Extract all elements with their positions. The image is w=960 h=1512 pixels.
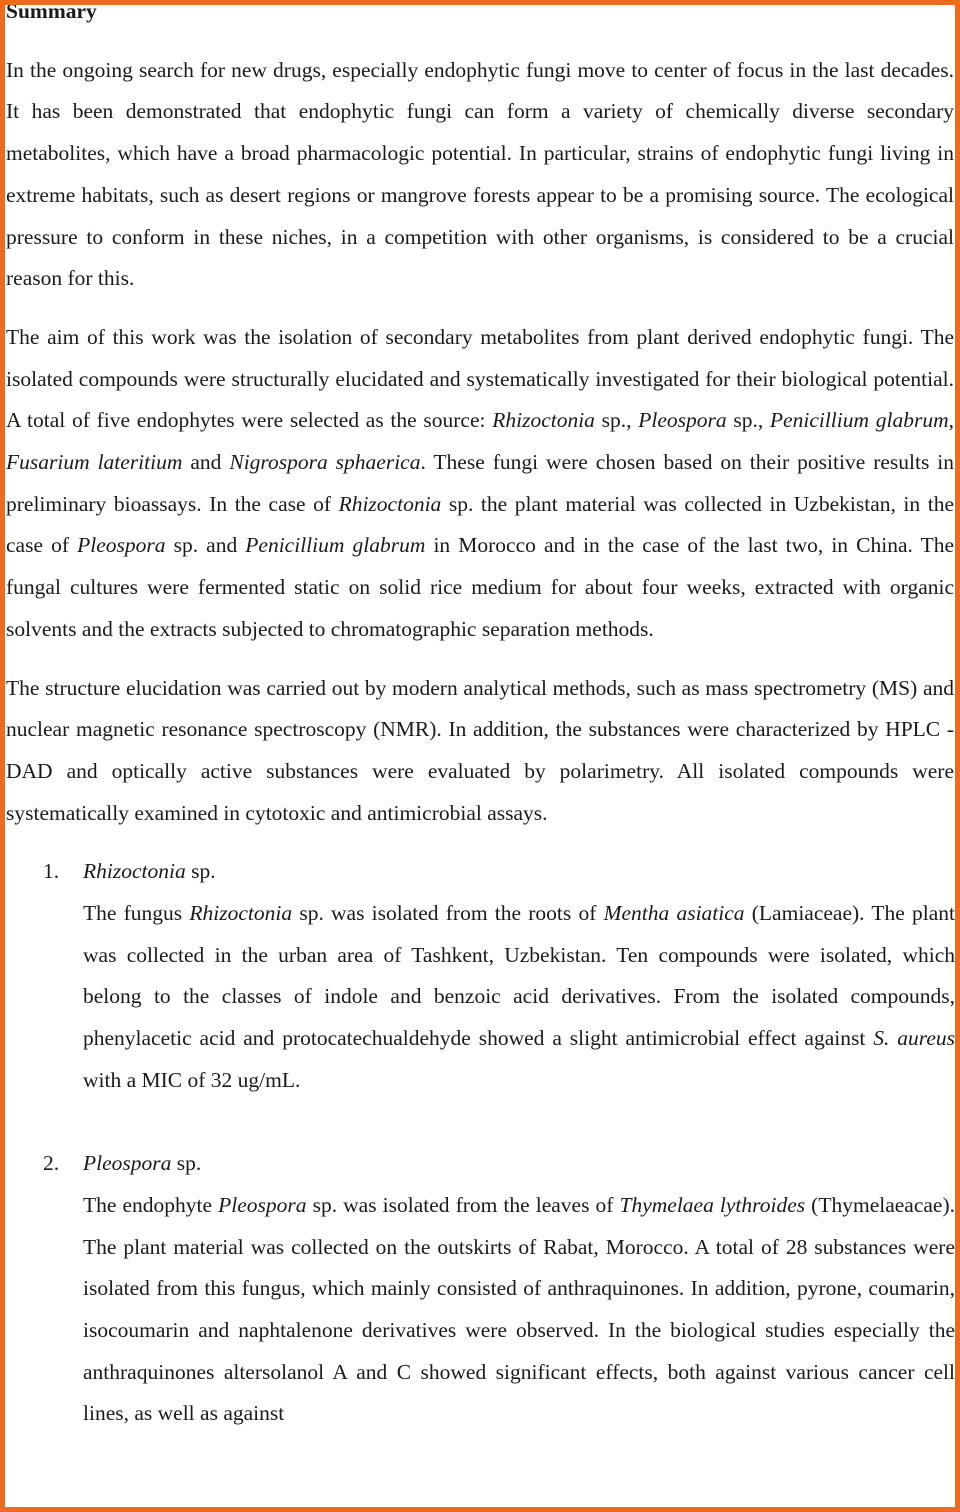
text-run: sp. the plant material was collected in Uzbekistan, in the case of	[6, 491, 954, 558]
text-run: sp. was isolated from the leaves of	[306, 1192, 620, 1217]
list-item-title	[83, 851, 955, 893]
text-run: sp.,	[594, 408, 639, 433]
text-run: (Thymelaeacae). The plant material was collected on the outskirts of Rabat, Morocco. A total of 28 substances were isolated from this fungus, which mainly consisted of anthraquinones. In addition, pyrone, coumarin, isocoumarin and naphtalenone derivatives were observed. In the biological studies especially the anthraquinones altersolanol A and C showed significant effects, both against various cancer cell lines, as well as against	[83, 1192, 955, 1426]
species-name: Rhizoctonia	[338, 491, 442, 516]
text-run: with a MIC of 32 ug/mL.	[83, 1067, 301, 1092]
list-item	[6, 851, 955, 1101]
species-name: Penicillium glabrum	[769, 408, 949, 433]
paragraph-methods: The structure elucidation was carried out by modern analytical methods, such as mass spectrometry (MS) and nuclear magnetic resonance spectroscopy (NMR). In addition, the substances were characterized by HPLC -DAD and optically active substances were evaluated by polarimetry. All isolated compounds were systematically examined in cytotoxic and antimicrobial assays.	[6, 675, 954, 825]
section-heading: Summary	[6, 0, 97, 23]
text-run: The endophyte	[83, 1192, 219, 1217]
list-item-title	[83, 1143, 955, 1185]
species-name: Nigrospora sphaerica	[229, 450, 421, 475]
paragraph-intro: In the ongoing search for new drugs, especially endophytic fungi move to center of focus in the last decades. It has been demonstrated that endophytic fungi can form a variety of chemically diverse secondary metabolites, which have a broad pharmacologic potential. In particular, strains of endophytic fungi living in extreme habitats, such as desert regions or mangrove forests appear to be a promising source. The ecological pressure to conform in these niches, in a competition with other organisms, is considered to be a crucial reason for this.	[6, 57, 954, 291]
list-number: 1.	[43, 859, 60, 884]
document-page	[6, 0, 955, 1477]
text-run: sp. was isolated from the roots of	[292, 901, 604, 926]
species-name: Fusarium lateritium	[6, 450, 183, 475]
species-name: Mentha asiatica	[603, 901, 745, 926]
text-run: in Morocco and in the case of the last two, in China. The fungal cultures were fermented static on solid rice medium for about four weeks, extracted with organic solvents and the extracts subjected to chromatographic separation methods.	[6, 533, 955, 641]
list-number: 2.	[43, 1151, 60, 1176]
species-name: Rhizoctonia	[83, 859, 186, 884]
text-run: The aim of this work was the isolation of secondary metabolites from plant derived endophytic fungi. The isolated compounds were structurally elucidated and systematically investigated for their biological potential. A total of five endophytes were selected as the source:	[6, 324, 954, 433]
species-name: Rhizoctonia	[189, 901, 293, 926]
species-name: Penicillium glabrum	[245, 533, 426, 558]
text-run: sp.,	[726, 408, 770, 433]
text-run: The fungus	[83, 901, 190, 926]
text-run: sp.	[171, 1151, 202, 1176]
text-run: . These fungi were chosen based on their positive results in preliminary bioassays. In the case of	[6, 450, 955, 516]
text-run: ,	[948, 408, 954, 433]
fungi-list	[6, 851, 955, 1435]
text-run: and	[182, 450, 230, 475]
species-name: Pleospora	[77, 533, 166, 558]
species-name: Pleospora	[83, 1151, 172, 1176]
list-item-body	[83, 1185, 955, 1435]
species-name: Pleospora	[638, 408, 727, 433]
list-item-body	[83, 893, 955, 1102]
species-name: Pleospora	[218, 1192, 307, 1217]
list-item	[6, 1143, 955, 1435]
species-name: S. aureus	[873, 1026, 955, 1051]
text-run: sp. and	[165, 533, 246, 558]
paragraph-aim	[6, 317, 955, 651]
species-name: Rhizoctonia	[492, 408, 595, 433]
text-run: sp.	[185, 859, 216, 884]
text-run: (Lamiaceae). The plant was collected in the urban area of Tashkent, Uzbekistan. Ten compounds were isolated, which belong to the classes of indole and benzoic acid derivatives. From the isolated compounds, phenylacetic acid and protocatechualdehyde showed a slight antimicrobial effect against	[83, 901, 955, 1051]
species-name: Thymelaea lythroides	[619, 1192, 806, 1217]
